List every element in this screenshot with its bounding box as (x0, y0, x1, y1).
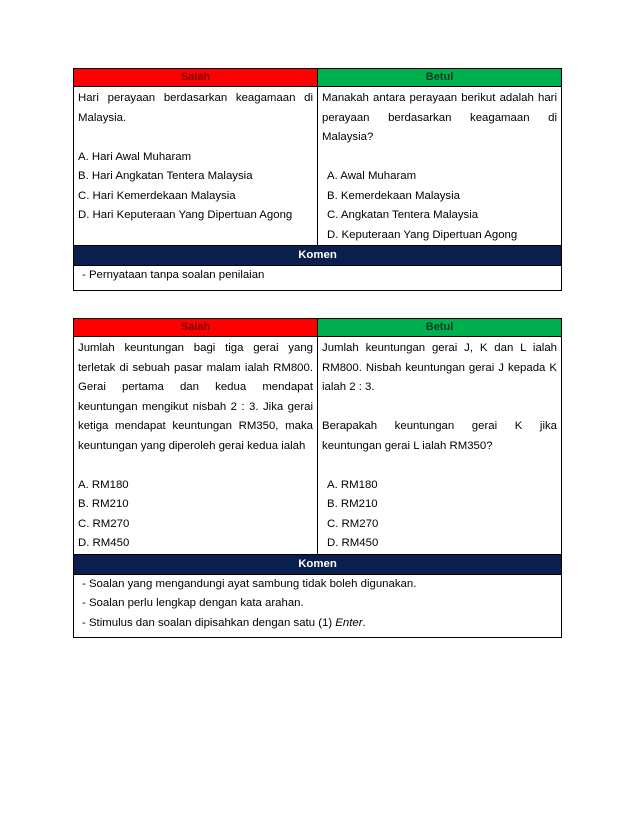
komen-body (74, 266, 561, 290)
betul-column (318, 87, 561, 245)
komen-item: - Soalan perlu lengkap dengan kata arahan. (82, 597, 304, 609)
komen-item: - Pernyataan tanpa soalan penilaian (82, 269, 265, 281)
komen-item-emphasis: Enter (335, 616, 363, 629)
betul-option: A. RM180 (327, 478, 378, 491)
comparison-table-1 (73, 68, 562, 291)
betul-header: Betul (318, 319, 561, 336)
salah-option: D. RM450 (78, 537, 130, 549)
table-body (74, 87, 561, 246)
betul-header: Betul (318, 69, 561, 86)
comparison-table-2 (73, 318, 562, 638)
betul-option: B. RM210 (327, 498, 378, 510)
betul-question: Manakah antara perayaan berikut adalah hari perayaan berdasarkan keagamaan di Malaysia? (322, 92, 557, 143)
komen-item-end: . (362, 616, 366, 629)
salah-option: D. Hari Keputeraan Yang Dipertuan Agong (78, 209, 293, 221)
salah-option: B. RM210 (78, 498, 129, 510)
salah-option: A. RM180 (78, 478, 129, 491)
betul-stimulus: Jumlah keuntungan gerai J, K dan L ialah RM800. Nisbah keuntungan gerai J kepada K ialah 2 : 3. (322, 342, 557, 393)
komen-header: Komen (74, 555, 561, 575)
salah-option: B. Hari Angkatan Tentera Malaysia (78, 170, 253, 182)
salah-option: C. Hari Kemerdekaan Malaysia (78, 189, 236, 202)
komen-item-text: - Stimulus dan soalan dipisahkan dengan satu (1) (82, 616, 336, 629)
betul-question: Berapakah keuntungan gerai K jika keuntungan gerai L ialah RM350? (322, 420, 557, 452)
betul-option: B. Kemerdekaan Malaysia (327, 189, 460, 202)
komen-item: - Soalan yang mengandungi ayat sambung tidak boleh digunakan. (82, 577, 417, 590)
salah-header: Salah (74, 319, 318, 336)
komen-header: Komen (74, 246, 561, 266)
salah-statement: Jumlah keuntungan bagi tiga gerai yang terletak di sebuah pasar malam ialah RM800. Gerai pertama dan kedua mendapat keuntungan mengikut nisbah 2 : 3. Jika gerai ketiga mendapat keuntungan RM350, maka keuntungan yang diperoleh gerai kedua ialah (78, 342, 313, 452)
table-header (74, 69, 561, 87)
komen-item (82, 614, 561, 634)
salah-header: Salah (74, 69, 318, 86)
salah-column (74, 337, 318, 554)
betul-option: C. RM270 (327, 517, 379, 530)
komen-body (74, 575, 561, 638)
table-body (74, 337, 561, 555)
salah-column (74, 87, 318, 245)
betul-option: C. Angkatan Tentera Malaysia (327, 209, 479, 221)
betul-column (318, 337, 561, 554)
betul-option: A. Awal Muharam (327, 170, 417, 182)
table-header (74, 319, 561, 337)
salah-option: A. Hari Awal Muharam (78, 150, 192, 163)
betul-option: D. Keputeraan Yang Dipertuan Agong (327, 228, 518, 241)
salah-statement: Hari perayaan berdasarkan keagamaan di Malaysia. (78, 92, 313, 124)
betul-option: D. RM450 (327, 537, 379, 549)
salah-option: C. RM270 (78, 517, 130, 530)
